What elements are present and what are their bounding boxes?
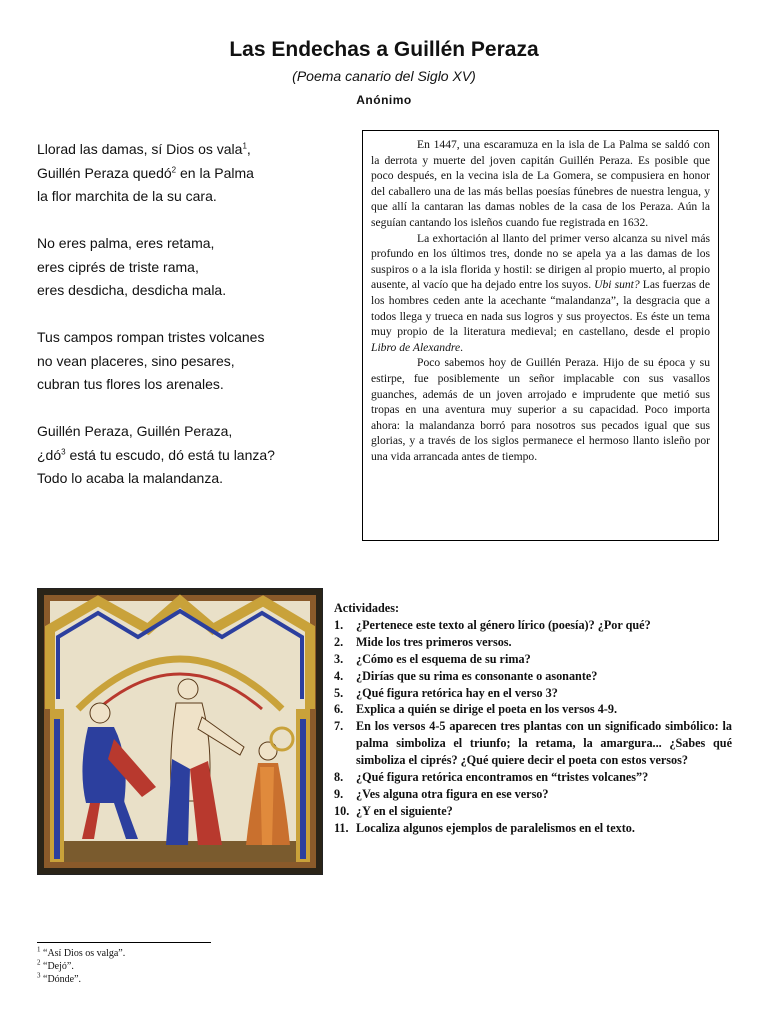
poem-line-text: Tus campos rompan tristes volcanes: [37, 329, 265, 345]
activity-item: [334, 685, 732, 702]
commentary-text: La exhortación al llanto del primer verso alcanza su nivel más profundo en los últimos tres, donde no se apela ya a las damas de los suspiros o a la isla florida y hostil: se dirigen al propio muerto, al propio ausente, al vacío que ha dejado entre los suyos.: [371, 231, 710, 292]
footnote: [37, 945, 126, 961]
activity-text: ¿Ves alguna otra figura en ese verso?: [356, 786, 549, 801]
activity-number: 6.: [334, 702, 344, 717]
activity-item: [334, 718, 732, 769]
commentary-italic: Libro de Alexandre: [371, 340, 461, 354]
activity-item: [334, 803, 732, 820]
activity-text: En los versos 4-5 aparecen tres plantas con un significado simbólico: la palma simboliza el triunfo; la retama, la amargura... ¿Sabes qué simboliza el ciprés? ¿Qué quiere decir el poeta con estos versos?: [356, 719, 732, 768]
poem-line: [37, 232, 337, 256]
footnote-text: “Dónde”.: [40, 973, 82, 985]
author-label: Anónimo: [356, 93, 412, 107]
poem-line: [37, 256, 337, 280]
activities-list: [334, 617, 732, 837]
poem-stanza: [37, 420, 337, 491]
poem-line-text: está tu escudo, dó está tu lanza?: [65, 446, 275, 463]
footnote-marker: 1: [242, 141, 247, 151]
page-subtitle: (Poema canario del Siglo XV): [292, 68, 476, 84]
poem-line-text: Guillén Peraza, Guillén Peraza,: [37, 423, 233, 439]
poem-line-text: en la Palma: [176, 164, 254, 181]
poem-line: [37, 326, 337, 350]
footnote-marker: 2: [171, 164, 177, 174]
commentary-paragraph-1: En 1447, una escaramuza en la isla de La Palma se saldó con la derrota y muerte del joven capitán Guillén Peraza. Es posible que poco después, en la vecina isla de La Gomera, se compusiera en honor del caballero una de las más bellas poesías fúnebres de nuestra lengua, y que allí la cantaran las damas nobles de la casa de los Peraza. Aún la seguían cantando los isleños cuando fue registrada en 1632.: [371, 138, 710, 229]
activity-number: 8.: [334, 770, 344, 785]
page-title: Las Endechas a Guillén Peraza: [229, 38, 539, 61]
poem-line: [37, 162, 337, 186]
commentary-paragraph-2: [371, 231, 710, 356]
activity-item: [334, 820, 732, 837]
activity-number: 5.: [334, 685, 344, 700]
poem-stanza: [37, 138, 337, 209]
activity-text: ¿Pertenece este texto al género lírico (poesía)? ¿Por qué?: [356, 617, 651, 632]
commentary-text: .: [460, 340, 463, 354]
activity-number: 9.: [334, 786, 344, 801]
activity-text: ¿Qué figura retórica hay en el verso 3?: [356, 685, 558, 700]
poem-line-text: cubran tus flores los arenales.: [37, 376, 224, 392]
activity-number: 7.: [334, 719, 344, 734]
activity-text: Localiza algunos ejemplos de paralelismos en el texto.: [356, 820, 635, 835]
medieval-miniature-image: [37, 588, 323, 875]
footnote-number: 3: [37, 971, 41, 980]
poem-line-text: Guillén Peraza quedó: [37, 164, 172, 181]
footnote-text: “Así Dios os valga”.: [40, 948, 126, 959]
activity-text: Explica a quién se dirige el poeta en los versos 4-9.: [356, 702, 618, 717]
activity-number: 2.: [334, 634, 344, 649]
activity-item: [334, 651, 732, 668]
activity-text: ¿Y en el siguiente?: [356, 803, 453, 818]
poem: [37, 138, 337, 514]
activity-item: [334, 769, 732, 786]
activity-text: ¿Qué figura retórica encontramos en “tristes volcanes”?: [356, 770, 649, 785]
activity-number: 11.: [334, 820, 349, 835]
poem-line: [37, 279, 337, 303]
activity-number: 1.: [334, 617, 344, 632]
activity-text: ¿Dirías que su rima es consonante o asonante?: [356, 668, 598, 683]
medieval-miniature-dancers-icon: [38, 589, 322, 874]
activities-title: Actividades:: [334, 601, 399, 615]
poem-line-text: ¿dó: [37, 446, 62, 463]
activity-number: 4.: [334, 668, 344, 683]
commentary-box: [362, 130, 719, 541]
poem-stanza: [37, 232, 337, 303]
footnote-number: 2: [37, 958, 41, 967]
commentary-text: Las fuerzas de los hombres ceden ante la acechante “malandanza”, la desgracia que a todos llega y trueca en nada sus logros y sus proyectos. Es éste un tema muy propio de la literatura medieval; en castellano, desde el propio: [371, 278, 710, 339]
poem-line-text: Todo lo acaba la malandanza.: [37, 470, 224, 486]
poem-line-text: eres desdicha, desdicha mala.: [37, 282, 227, 298]
activity-item: [334, 617, 732, 634]
footnote-number: 1: [37, 945, 41, 954]
footnote-text: “Dejó”.: [40, 960, 74, 972]
poem-line: [37, 420, 337, 444]
activity-item: [334, 668, 732, 685]
activity-number: 10.: [334, 803, 350, 818]
activities-section: [334, 600, 732, 837]
poem-line-text: Llorad las damas, sí Dios os vala: [37, 141, 243, 157]
activity-item: [334, 634, 732, 651]
poem-line-text: No eres palma, eres retama,: [37, 235, 215, 251]
activity-text: Mide los tres primeros versos.: [356, 634, 512, 649]
activity-item: [334, 786, 732, 803]
poem-line-text: no vean placeres, sino pesares,: [37, 352, 235, 369]
poem-line: [37, 467, 337, 491]
footnote: [37, 958, 125, 974]
footnotes: [37, 945, 126, 986]
footnote-marker: 3: [61, 446, 66, 456]
poem-line-text: ,: [246, 141, 251, 157]
poem-line: [37, 350, 337, 374]
poem-line: [37, 138, 337, 162]
poem-line: [37, 373, 337, 397]
activity-number: 3.: [334, 651, 344, 666]
footnote-divider: [37, 942, 211, 943]
poem-line: [37, 444, 337, 468]
poem-line: [37, 185, 337, 209]
footnote: [37, 971, 125, 987]
poem-line-text: la flor marchita de la su cara.: [37, 188, 217, 204]
commentary-paragraph-3: Poco sabemos hoy de Guillén Peraza. Hijo de su época y su estirpe, fue posiblemente un señor implacable con sus vasallos guanches, además de un joven arrojado e imprudente que metió sus tropas en una aventura muy superior a su capacidad. Poco importa ahora: la malandanza borró para nosotros sus pecados igual que sus glorias, y a través de los siglos permanece el hermoso llanto isleño por una vida arrancada antes de tiempo.: [371, 356, 710, 463]
commentary-italic: Ubi sunt?: [594, 278, 640, 292]
poem-line-text: eres ciprés de triste rama,: [37, 258, 199, 275]
activity-text: ¿Cómo es el esquema de su rima?: [356, 651, 531, 666]
poem-stanza: [37, 326, 337, 397]
activity-item: [334, 701, 732, 718]
